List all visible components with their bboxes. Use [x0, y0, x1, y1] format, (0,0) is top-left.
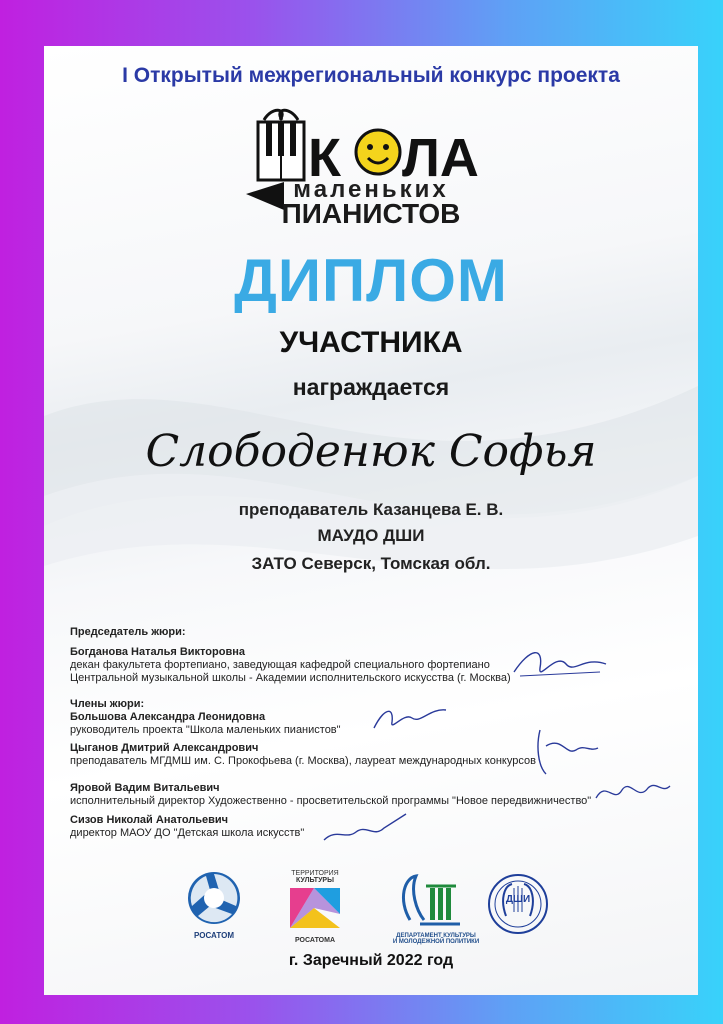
member-name: Сизов Николай Анатольевич [70, 814, 229, 826]
dshi-label: ДШИ [505, 894, 531, 905]
awarded-label: награждается [292, 374, 450, 400]
teacher-line: преподаватель Казанцева Е. В. [238, 500, 504, 519]
member-name: Яровой Вадим Витальевич [70, 782, 220, 794]
culture-department-logo [390, 870, 482, 954]
logo-letter-k: К [308, 128, 341, 188]
member-name: Большова Александра Леонидовна [70, 711, 266, 723]
member-role: преподаватель МГДМШ им. С. Прокофьева (г. Москва), лауреат международных конкурсов [70, 755, 536, 767]
chair-role-2: Центральной музыкальной школы - Академии исполнительского искусства (г. Москва) [70, 672, 511, 684]
rosatom-icon [184, 870, 244, 926]
diploma-title: ДИПЛОМ [234, 247, 508, 314]
chair-heading: Председатель жюри: [70, 626, 186, 638]
school-line: МАУДО ДШИ [317, 526, 425, 545]
territory-icon [280, 884, 350, 932]
territory-bot: РОСАТОМА [294, 937, 336, 944]
smiley-icon [356, 130, 400, 174]
member-name: Цыганов Дмитрий Александрович [70, 742, 259, 754]
territory-top: ТЕРРИТОРИЯ [291, 870, 339, 877]
territory-culture-logo [280, 870, 350, 950]
dshi-logo [486, 872, 550, 936]
chair-name: Богданова Наталья Викторовна [70, 646, 245, 658]
logo-word-small: маленьких [293, 176, 449, 203]
dept-line2: И МОЛОДЕЖНОЙ ПОЛИТИКИ [392, 939, 480, 945]
piano-keys-icon [258, 122, 304, 180]
jury-member-3 [70, 782, 630, 808]
signature-member-4 [320, 810, 410, 848]
chair-role-1: декан факультета фортепиано, заведующая кафедрой специального фортепиано [70, 659, 490, 671]
logo-word-big: ПИАНИСТОВ [281, 198, 461, 229]
rosatom-label: РОСАТОМ [194, 931, 234, 940]
territory-mid: КУЛЬТУРЫ [296, 877, 334, 884]
member-role: руководитель проекта "Школа маленьких пианистов" [70, 724, 341, 736]
logo-letters-la: ЛА [402, 128, 479, 188]
jury-chair-heading [70, 626, 630, 639]
signature-member-2 [532, 726, 602, 778]
recipient-name: Слободенюк Софья [145, 426, 597, 477]
member-role: директор МАОУ ДО "Детская школа искусств" [70, 827, 305, 839]
members-heading: Члены жюри: [70, 698, 145, 710]
contest-title: I Открытый межрегиональный конкурс проекта [122, 64, 620, 87]
rosatom-logo [184, 870, 244, 944]
dept-line1: ДЕПАРТАМЕНТ КУЛЬТУРЫ [396, 933, 476, 939]
place-year: г. Заречный 2022 год [288, 952, 454, 969]
member-role: исполнительный директор Художественно - просветительской программы "Новое передвижничество" [70, 795, 592, 807]
diploma-subtitle: УЧАСТНИКА [279, 326, 463, 359]
diploma-sheet [44, 46, 698, 995]
city-line: ЗАТО Северск, Томская обл. [251, 554, 491, 573]
signature-chair [510, 642, 610, 686]
signature-member-3 [592, 774, 672, 810]
signature-member-1 [370, 698, 450, 738]
lyre-columns-icon [390, 870, 482, 928]
